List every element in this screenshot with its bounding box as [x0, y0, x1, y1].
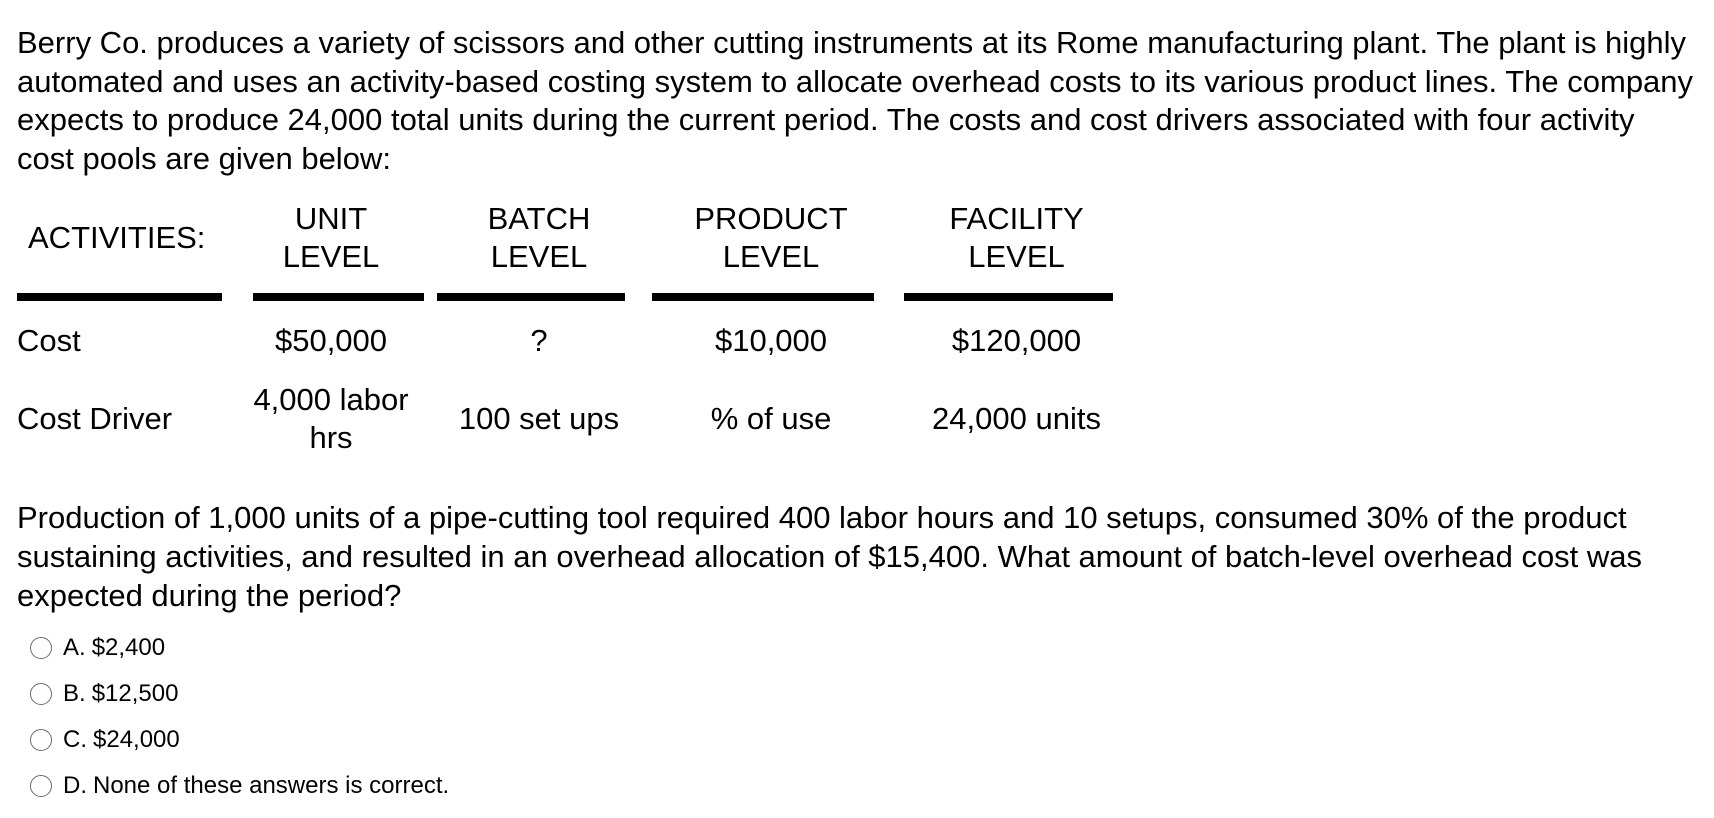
option-text: $12,500 — [91, 680, 179, 707]
header-rule — [652, 293, 874, 301]
row-label: Cost Driver — [17, 401, 173, 436]
header-rule — [17, 293, 222, 301]
header-line: LEVEL — [282, 239, 380, 274]
table-row-cost-driver — [17, 380, 1138, 458]
option-letter: C. — [63, 726, 87, 753]
row-label: Cost — [17, 323, 81, 358]
answer-option-a[interactable] — [30, 625, 449, 671]
table-cell — [231, 380, 431, 458]
option-letter: B. — [63, 680, 86, 707]
cell-line: 4,000 labor — [253, 382, 409, 417]
table-cell: % of use — [710, 401, 832, 436]
cell-line: hrs — [309, 420, 353, 455]
activity-cost-table — [17, 196, 1138, 458]
question-text: Production of 1,000 units of a pipe-cutting tool required 400 labor hours and 10 setups, consumed 30% of the product sustaining activities, and resulted in an overhead allocation of $15,400. What amount of batch-level overhead cost was expected during the period? — [17, 500, 1643, 613]
unit-level-header — [231, 196, 431, 292]
table-row-cost — [17, 302, 1138, 380]
answer-options — [30, 625, 449, 809]
table-cell: 24,000 units — [932, 401, 1101, 436]
facility-level-header — [895, 196, 1138, 292]
activities-header: ACTIVITIES: — [28, 220, 206, 255]
table-header-row — [17, 196, 1138, 292]
option-letter: A. — [63, 634, 86, 661]
header-rule — [437, 293, 625, 301]
radio-button[interactable] — [30, 637, 52, 659]
header-rule-row — [17, 292, 1138, 302]
option-letter: D. — [63, 772, 87, 799]
header-line: PRODUCT — [694, 201, 848, 236]
header-rule — [253, 293, 424, 301]
radio-button[interactable] — [30, 775, 52, 797]
product-level-header — [647, 196, 895, 292]
option-text: None of these answers is correct. — [93, 772, 450, 799]
table-cell: $50,000 — [274, 323, 388, 358]
header-rule — [904, 293, 1113, 301]
batch-level-header — [431, 196, 647, 292]
table-cell: ? — [530, 323, 548, 358]
header-line: LEVEL — [490, 239, 588, 274]
header-line: LEVEL — [968, 239, 1065, 274]
header-line: UNIT — [294, 201, 368, 236]
table-cell: $10,000 — [714, 323, 828, 358]
problem-intro: Berry Co. produces a variety of scissors and other cutting instruments at its Rome manufacturing plant. The plant is highly automated and uses an activity-based costing system to allocate overhead costs to its various product lines. The company expects to produce 24,000 total units during the current period. The costs and cost drivers associated with four activity cost pools are given below: — [17, 25, 1694, 176]
answer-option-c[interactable] — [30, 717, 449, 763]
answer-option-d[interactable] — [30, 763, 449, 809]
answer-option-b[interactable] — [30, 671, 449, 717]
header-line: LEVEL — [722, 239, 820, 274]
table-cell: $120,000 — [951, 323, 1082, 358]
radio-button[interactable] — [30, 729, 52, 751]
header-line: FACILITY — [949, 201, 1084, 236]
option-text: $2,400 — [91, 634, 166, 661]
radio-button[interactable] — [30, 683, 52, 705]
table-cell: 100 set ups — [458, 401, 620, 436]
header-line: BATCH — [487, 201, 591, 236]
option-text: $24,000 — [93, 726, 180, 753]
